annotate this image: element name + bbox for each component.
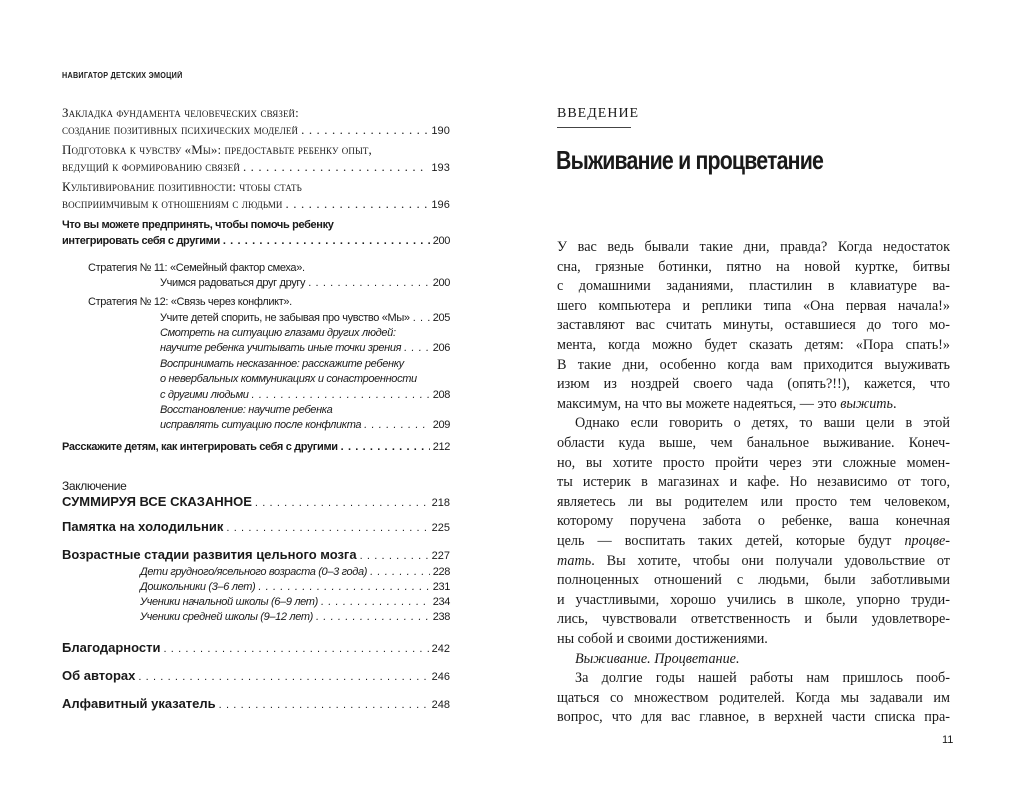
body-line <box>557 689 950 708</box>
toc-entry-line <box>62 218 450 232</box>
toc-entry-line <box>160 372 450 386</box>
text: ты истерик в магазинах и кафе. Но независимо от того, <box>557 474 950 491</box>
dot-leader <box>138 670 428 684</box>
toc-entry[interactable] <box>140 610 450 624</box>
toc-page: 200 <box>432 235 450 247</box>
toc-entry-line <box>88 295 450 309</box>
text: В такие дни, особенно когда вам приходится выуживать <box>557 356 950 373</box>
dot-leader <box>286 197 429 211</box>
body-line <box>557 434 950 453</box>
toc-page: 248 <box>431 699 450 711</box>
text: шего компьютера и реплики типа «Она первая начала!» <box>557 297 950 314</box>
body-line <box>557 669 950 688</box>
toc-entry[interactable] <box>62 234 450 248</box>
body-line <box>557 316 950 335</box>
toc-text: Алфавитный указатель <box>62 696 216 711</box>
text: с домашними заданиями, пластилин в клавиатуре ва- <box>557 278 950 295</box>
text: цель — воспитать таких детей, которые будут <box>557 533 905 549</box>
body-line <box>557 277 950 296</box>
toc-entry[interactable] <box>62 197 450 212</box>
toc-page: 212 <box>432 441 450 453</box>
text: . <box>893 395 897 412</box>
italic-text: тать <box>557 552 592 569</box>
toc-page: 225 <box>431 522 450 534</box>
body-line <box>557 630 950 649</box>
toc-text: Смотреть на ситуацию глазами других людей: <box>160 327 396 339</box>
toc-entry[interactable] <box>140 580 450 594</box>
toc-page: 231 <box>432 581 450 593</box>
text: и участливыми, хорошо учились в школе, упорно труди- <box>557 591 950 608</box>
text: полноценных отношений с людьми, были заботливыми <box>557 572 950 589</box>
text: У вас ведь бывали такие дни, правда? Когда недостаток <box>557 239 950 255</box>
text: мента, когда можно будет сказать детям: «Пора спать!» <box>557 337 950 353</box>
body-line <box>557 297 950 316</box>
toc-entry[interactable] <box>160 418 450 432</box>
dot-leader <box>258 580 429 594</box>
text: заставляют вас считать минуты, оставшиеся до того мо- <box>557 317 950 334</box>
toc-page: 246 <box>431 671 450 683</box>
toc-entry[interactable] <box>160 311 450 325</box>
section-rule <box>557 127 631 128</box>
body-line <box>557 356 950 375</box>
toc-text: Памятка на холодильник <box>62 519 224 534</box>
dot-leader <box>341 440 430 454</box>
body-line <box>557 610 950 629</box>
toc-text: Дети грудного/ясельного возраста (0–3 года) <box>140 566 368 578</box>
dot-leader <box>301 123 428 137</box>
toc-text: СУММИРУЯ ВСЕ СКАЗАННОЕ <box>62 494 252 509</box>
toc-text: ведущий к формированию связей <box>62 159 240 174</box>
toc-entry[interactable] <box>62 697 450 712</box>
toc-page: 206 <box>432 342 450 354</box>
section-label: ВВЕДЕНИЕ <box>557 106 640 121</box>
toc-text: Стратегия № 12: «Связь через конфликт». <box>88 296 292 308</box>
text: щаться со множеством родителей. Когда мы задавали им <box>557 689 950 706</box>
toc-page: 190 <box>431 125 450 137</box>
toc-page: 205 <box>432 312 450 324</box>
body-line <box>557 650 950 669</box>
body-line <box>557 454 950 473</box>
toc-entry-line <box>160 357 450 371</box>
toc-entry[interactable] <box>62 123 450 138</box>
toc-text: Культивирование позитивности: чтобы стать <box>62 179 302 194</box>
toc-entry[interactable] <box>160 388 450 402</box>
body-line <box>557 591 950 610</box>
toc-text: Подготовка к чувству «Мы»: предоставьте ребенку опыт, <box>62 142 372 157</box>
toc-page: 193 <box>431 162 450 174</box>
toc-entry[interactable] <box>160 341 450 355</box>
toc-text: Ученики средней школы (9–12 лет) <box>140 611 313 623</box>
text: сна, грязные ботинки, пятно на новой куртке, битвы <box>557 258 950 275</box>
toc-text: Расскажите детям, как интегрировать себя с другими <box>62 441 338 453</box>
toc-page: 196 <box>431 199 450 211</box>
toc-text: исправлять ситуацию после конфликта <box>160 419 362 431</box>
dot-leader <box>413 311 430 325</box>
dot-leader <box>163 642 428 656</box>
toc-text: Что вы можете предпринять, чтобы помочь ребенку <box>62 219 334 231</box>
toc-text: Учите детей спорить, не забывая про чувство «Мы» <box>160 312 410 324</box>
toc-text: восприимчивым к отношениям с людьми <box>62 196 283 211</box>
toc-page: 238 <box>432 611 450 623</box>
dot-leader <box>255 496 429 510</box>
dot-leader <box>252 388 430 402</box>
body-line <box>557 552 950 571</box>
italic-text: процве- <box>904 533 950 549</box>
toc-entry[interactable] <box>62 669 450 684</box>
body-line <box>557 395 950 414</box>
toc-text: о невербальных коммуникациях и сонастроенности <box>160 373 417 385</box>
text: которому поручена забота о ребенке, ваша конечная <box>557 513 950 530</box>
toc-text: Учимся радоваться друг другу <box>160 277 306 289</box>
body-line <box>557 532 950 551</box>
body-line <box>557 571 950 590</box>
dot-leader <box>226 521 428 535</box>
toc-text: Ученики начальной школы (6–9 лет) <box>140 596 318 608</box>
toc-page: 242 <box>431 643 450 655</box>
toc-text: Возрастные стадии развития цельного мозга <box>62 547 357 562</box>
text: максимум, на что вы можете надеяться, — это <box>557 395 841 412</box>
toc-entry[interactable] <box>62 495 450 510</box>
toc-entry-line <box>62 106 450 120</box>
toc-page: 228 <box>432 566 450 578</box>
body-line <box>557 336 950 355</box>
dot-leader <box>364 418 430 432</box>
toc-entry-line <box>160 403 450 417</box>
dot-leader <box>360 549 429 563</box>
text: лись, чувствовали ответственность и были удовлетворе- <box>557 611 950 628</box>
toc-text: Восстановление: научите ребенка <box>160 404 333 416</box>
toc-entry[interactable] <box>140 595 450 609</box>
toc-text: Дошкольники (3–6 лет) <box>140 581 256 593</box>
toc-entry[interactable] <box>62 641 450 656</box>
toc-text: Заключение <box>62 479 127 493</box>
dot-leader <box>223 234 430 248</box>
body-line <box>557 414 950 433</box>
dot-leader <box>321 595 430 609</box>
toc-entry-line <box>62 143 450 157</box>
toc-entry[interactable] <box>160 276 450 290</box>
body-line <box>557 493 950 512</box>
toc-page: 200 <box>432 277 450 289</box>
toc-page: 227 <box>431 550 450 562</box>
toc-page: 234 <box>432 596 450 608</box>
body-line <box>557 512 950 531</box>
page-number: 11 <box>942 734 954 746</box>
toc-text: с другими людьми <box>160 389 249 401</box>
toc-entry-line <box>88 261 450 275</box>
toc-page: 208 <box>432 389 450 401</box>
toc-entry[interactable] <box>62 440 450 454</box>
text: изюм из ноздрей своего чада (опять?!!), кажется, что <box>557 376 950 393</box>
text: но, вы хотите просто пройти через эти сложные момен- <box>557 454 950 471</box>
toc-entry[interactable] <box>62 548 450 563</box>
toc-page: 218 <box>431 497 450 509</box>
toc-text: Стратегия № 11: «Семейный фактор смеха». <box>88 262 305 274</box>
dot-leader <box>404 341 430 355</box>
toc-section-label <box>62 479 450 493</box>
body-line <box>557 238 950 257</box>
text: . Вы хотите, чтобы они получали удовольствие от <box>591 552 950 569</box>
body-line <box>557 375 950 394</box>
italic-text: Выживание. Процветание. <box>575 650 740 667</box>
toc-text: Воспринимать несказанное: расскажите ребенку <box>160 358 404 370</box>
toc-text: научите ребенка учитывать иные точки зрения <box>160 342 402 354</box>
body-line <box>557 258 950 277</box>
toc-page: 209 <box>432 419 450 431</box>
toc-text: Благодарности <box>62 640 161 655</box>
running-header: НАВИГАТОР ДЕТСКИХ ЭМОЦИЙ <box>62 71 183 80</box>
toc-text: Об авторах <box>62 668 136 683</box>
dot-leader <box>370 565 430 579</box>
text: Однако если говорить о детях, то ваши цели в этой <box>575 415 950 432</box>
toc-text: создание позитивных психических моделей <box>62 122 299 137</box>
toc-entry[interactable] <box>62 520 450 535</box>
body-line <box>557 708 950 727</box>
text: вопрос, что для вас главное, в верхней части списка пра- <box>557 709 950 726</box>
text: области куда выше, чем банальное выживание. Конеч- <box>557 435 950 451</box>
dot-leader <box>316 610 430 624</box>
italic-text: выжить <box>840 395 894 412</box>
toc-entry[interactable] <box>140 565 450 579</box>
text: За долгие годы нашей работы нам пришлось пооб- <box>575 670 950 687</box>
toc-text: интегрировать себя с другими <box>62 235 220 247</box>
left-page-toc <box>0 0 504 810</box>
chapter-title: Выживание и процветание <box>556 145 824 175</box>
text: ны собой и своими достижениями. <box>557 631 768 647</box>
toc-entry-line <box>62 180 450 194</box>
toc-entry-line <box>160 326 450 340</box>
dot-leader <box>243 160 428 174</box>
toc-entry[interactable] <box>62 160 450 175</box>
dot-leader <box>219 698 429 712</box>
body-line <box>557 473 950 492</box>
right-page-text <box>504 0 1009 810</box>
text: являетесь ли вы родителем или просто тем человеком, <box>557 493 950 510</box>
dot-leader <box>308 276 429 290</box>
toc-text: Закладка фундамента человеческих связей: <box>62 105 299 120</box>
